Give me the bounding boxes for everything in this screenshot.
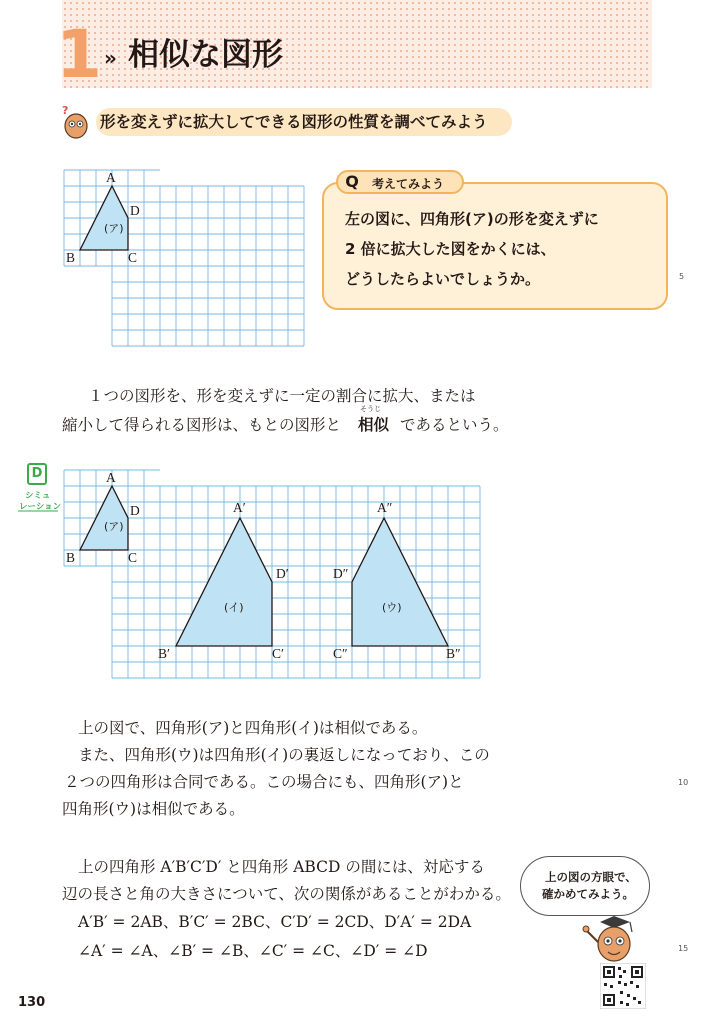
para3-line-3: A′B′ = 2AB、B′C′ = 2BC、C′D′ = 2CD、D′A′ = 2DA [78, 913, 472, 931]
fig2-a-name: (ア) [104, 520, 124, 533]
fig1-label-A: A [106, 170, 116, 185]
fig2-u-label-D: D″ [333, 566, 349, 581]
simulation-icon[interactable]: D [27, 463, 47, 485]
fig2-u-name: (ウ) [382, 601, 402, 614]
margin-number-5: 5 [679, 272, 685, 281]
margin-number-10: 10 [678, 778, 689, 787]
fig2-a-label-B: B [66, 550, 76, 565]
character-graduate-icon [578, 912, 640, 970]
fig1-label-D: D [130, 203, 140, 218]
chapter-arrow-icon: » [104, 46, 117, 70]
question-line-1: 左の図に、四角形(ア)の形を変えずに [345, 210, 599, 228]
definition-line-2-after: であるという。 [400, 416, 509, 434]
definition-line-2-before: 縮小して得られる図形は、もとの図形と [62, 416, 342, 434]
chapter-number: 1 [56, 16, 102, 93]
fig2-i-label-D: D′ [276, 566, 289, 581]
chapter-title: 相似な図形 [128, 37, 283, 73]
fig1-shape-label: (ア) [104, 222, 124, 235]
question-line-3: どうしたらよいでしょうか。 [345, 270, 541, 288]
para2-line-4: 四角形(ウ)は相似である。 [62, 800, 245, 818]
qr-code-icon[interactable] [600, 963, 646, 1009]
bubble-line-2: 確かめてみよう。 [542, 887, 634, 901]
fig2-a-label-A: A [106, 470, 116, 485]
margin-number-15: 15 [678, 944, 689, 953]
fig1-label-C: C [128, 250, 138, 265]
fig2-i-name: (イ) [224, 601, 244, 614]
fig2-u-label-A: A″ [377, 500, 393, 515]
svg-text:?: ? [62, 104, 69, 117]
definition-term: 相似 [358, 416, 390, 434]
question-label: 考えてみよう [372, 177, 445, 191]
bubble-line-1: 上の図の方眼で、 [545, 870, 637, 884]
page-number: 130 [18, 995, 46, 1010]
fig2-i-label-A: A′ [233, 500, 246, 515]
goal-text: 形を変えずに拡大してできる図形の性質を調べてみよう [100, 113, 488, 131]
fig2-i-label-C: C′ [272, 646, 284, 661]
simulation-label-1[interactable]: シミュ [25, 491, 51, 501]
para3-line-4: ∠A′ = ∠A、∠B′ = ∠B、∠C′ = ∠C、∠D′ = ∠D [78, 942, 428, 960]
para3-line-1: 上の四角形 A′B′C′D′ と四角形 ABCD の間には、対応する [78, 858, 485, 876]
definition-furigana: そうじ [360, 405, 381, 413]
para2-line-3: ２つの四角形は合同である。この場合にも、四角形(ア)と [64, 773, 464, 791]
fig2-a-label-D: D [130, 503, 140, 518]
question-line-2: 2 倍に拡大した図をかくには、 [345, 240, 556, 258]
para3-line-2: 辺の長さと角の大きさについて、次の関係があることがわかる。 [62, 885, 511, 903]
definition-line-1: １つの図形を、形を変えずに一定の割合に拡大、または [88, 387, 476, 405]
fig2-a-label-C: C [128, 550, 138, 565]
fig2-u-label-B: B″ [446, 646, 461, 661]
para2-line-1: 上の図で、四角形(ア)と四角形(イ)は相似である。 [78, 719, 428, 737]
question-badge: Q [345, 172, 359, 191]
fig1-label-B: B [66, 250, 76, 265]
simulation-label-2[interactable]: レーション [19, 502, 62, 512]
fig2-i-label-B: B′ [158, 646, 170, 661]
para2-line-2: また、四角形(ウ)は四角形(イ)の裏返しになっており、この [78, 746, 490, 764]
fig2-u-label-C: C″ [333, 646, 348, 661]
